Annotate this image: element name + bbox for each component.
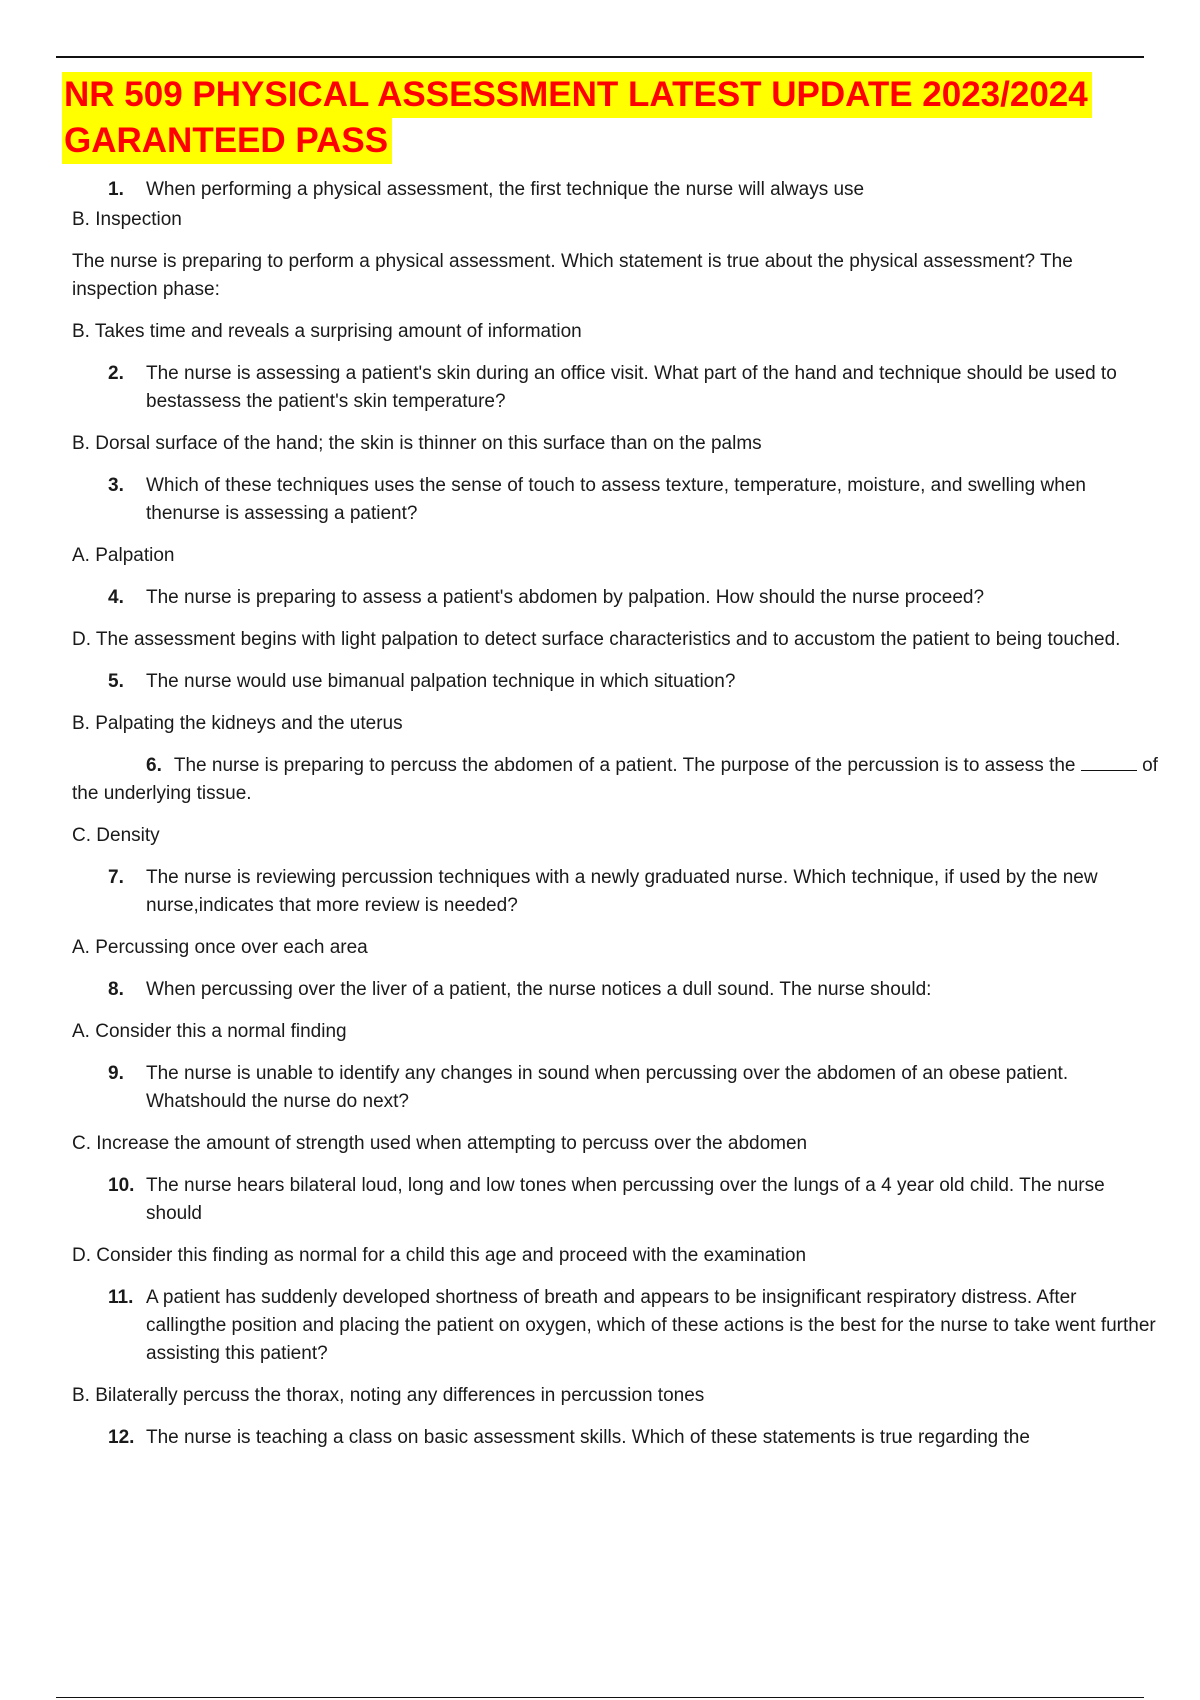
question-8: 8. When percussing over the liver of a patient, the nurse notices a dull sound. The nurse should: [108,979,932,1000]
top-rule [56,56,1144,58]
question-1b: The nurse is preparing to perform a physical assessment. Which statement is true about the physical assessment? The inspection phase: [72,251,1073,300]
fill-in-blank [1081,754,1137,771]
answer-4: D. The assessment begins with light palpation to detect surface characteristics and to accustom the patient to being touched. [72,629,1121,650]
answer-11: B. Bilaterally percuss the thorax, noting any differences in percussion tones [72,1385,705,1406]
answer-7: A. Percussing once over each area [72,937,368,958]
question-3: 3. Which of these techniques uses the sense of touch to assess texture, temperature, moisture, and swelling when thenurse is assessing a patient? [108,475,1086,524]
question-list [0,176,1200,1452]
question-12: 12. The nurse is teaching a class on basic assessment skills. Which of these statements is true regarding the [108,1427,1030,1448]
answer-1: B. Inspection [72,209,182,230]
document-title [62,72,1102,164]
question-7: 7. The nurse is reviewing percussion techniques with a newly graduated nurse. Which technique, if used by the new nurse,indicates that more review is needed? [108,867,1098,916]
answer-1b: B. Takes time and reveals a surprising amount of information [72,321,582,342]
answer-9: C. Increase the amount of strength used when attempting to percuss over the abdomen [72,1133,808,1154]
question-10: 10. The nurse hears bilateral loud, long and low tones when percussing over the lungs of a 4 year old child. The nurse should [108,1175,1105,1224]
answer-6: C. Density [72,825,160,846]
question-4: 4. The nurse is preparing to assess a patient's abdomen by palpation. How should the nurse proceed? [108,587,985,608]
answer-10: D. Consider this finding as normal for a child this age and proceed with the examination [72,1245,807,1266]
question-9: 9. The nurse is unable to identify any changes in sound when percussing over the abdomen of an obese patient. Whatshould the nurse do next? [108,1063,1069,1112]
answer-2: B. Dorsal surface of the hand; the skin is thinner on this surface than on the palms [72,433,762,454]
answer-8: A. Consider this a normal finding [72,1021,347,1042]
bottom-rule [56,1697,1144,1698]
answer-5: B. Palpating the kidneys and the uterus [72,713,403,734]
answer-3: A. Palpation [72,545,175,566]
title-line-1: NR 509 PHYSICAL ASSESSMENT LATEST UPDATE 2023/2024 [62,72,1092,118]
question-2: 2. The nurse is assessing a patient's skin during an office visit. What part of the hand and technique should be used to bestassess the patient's skin temperature? [108,363,1117,412]
title-line-2: GARANTEED PASS [62,118,392,164]
question-5: 5. The nurse would use bimanual palpation technique in which situation? [108,671,736,692]
question-11: 11. A patient has suddenly developed shortness of breath and appears to be insignificant respiratory distress. After callingthe position and placing the patient on oxygen, which of these actions is the best for the nurse to take went further assisting this patient? [108,1287,1156,1364]
question-6: 6. The nurse is preparing to percuss the abdomen of a patient. The purpose of the percussion is to assess the of the underlying tissue. [72,755,1158,804]
question-1: 1. When performing a physical assessment, the first technique the nurse will always use [108,179,865,200]
